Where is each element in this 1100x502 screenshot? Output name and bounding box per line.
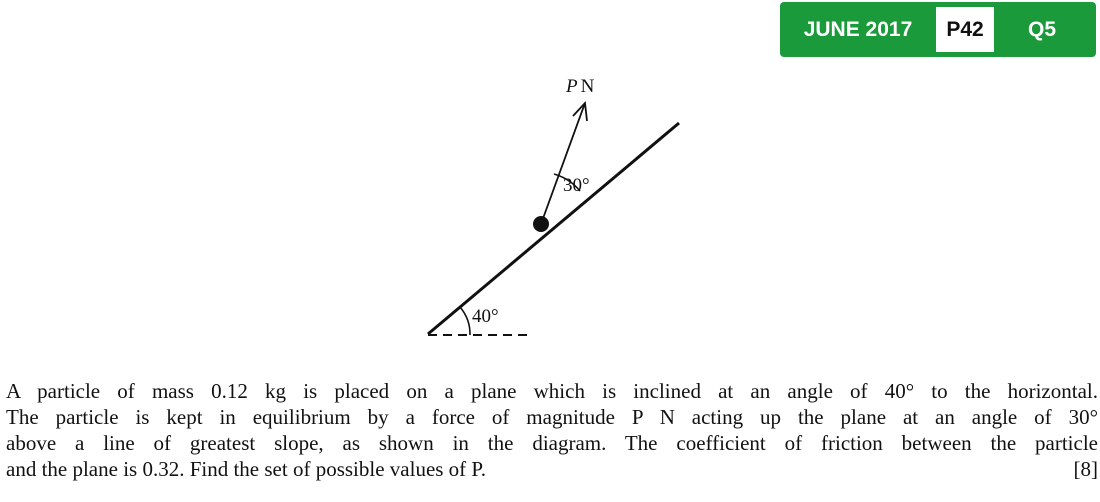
- incline-angle-arc: [460, 307, 470, 335]
- question-line-4: and the plane is 0.32. Find the set of possible values of P.: [6, 457, 487, 481]
- question-text: [6, 378, 1098, 482]
- force-symbol: P: [566, 76, 578, 97]
- force-label: [565, 76, 595, 97]
- question-line-1: A particle of mass 0.12 kg is placed on a plane which is inclined at an angle of 40° to the horizontal.: [6, 379, 1098, 403]
- question-last-row: [6, 456, 1098, 482]
- paper-number: P42: [936, 7, 994, 52]
- incline-angle-label: 40°: [472, 306, 499, 327]
- inclined-plane-line: [428, 123, 679, 334]
- question-number: Q5: [1027, 17, 1056, 41]
- question-line-2: The particle is kept in equilibrium by a force of magnitude P N acting up the plane at an angle of 30°: [6, 405, 1098, 429]
- question-line-3: above a line of greatest slope, as shown in the diagram. The coefficient of friction between the particle: [6, 431, 1098, 455]
- marks-allocation: [8]: [1073, 457, 1098, 481]
- exam-date: JUNE 2017: [803, 17, 913, 41]
- force-angle-label: 30°: [563, 175, 590, 196]
- force-unit: N: [580, 76, 595, 97]
